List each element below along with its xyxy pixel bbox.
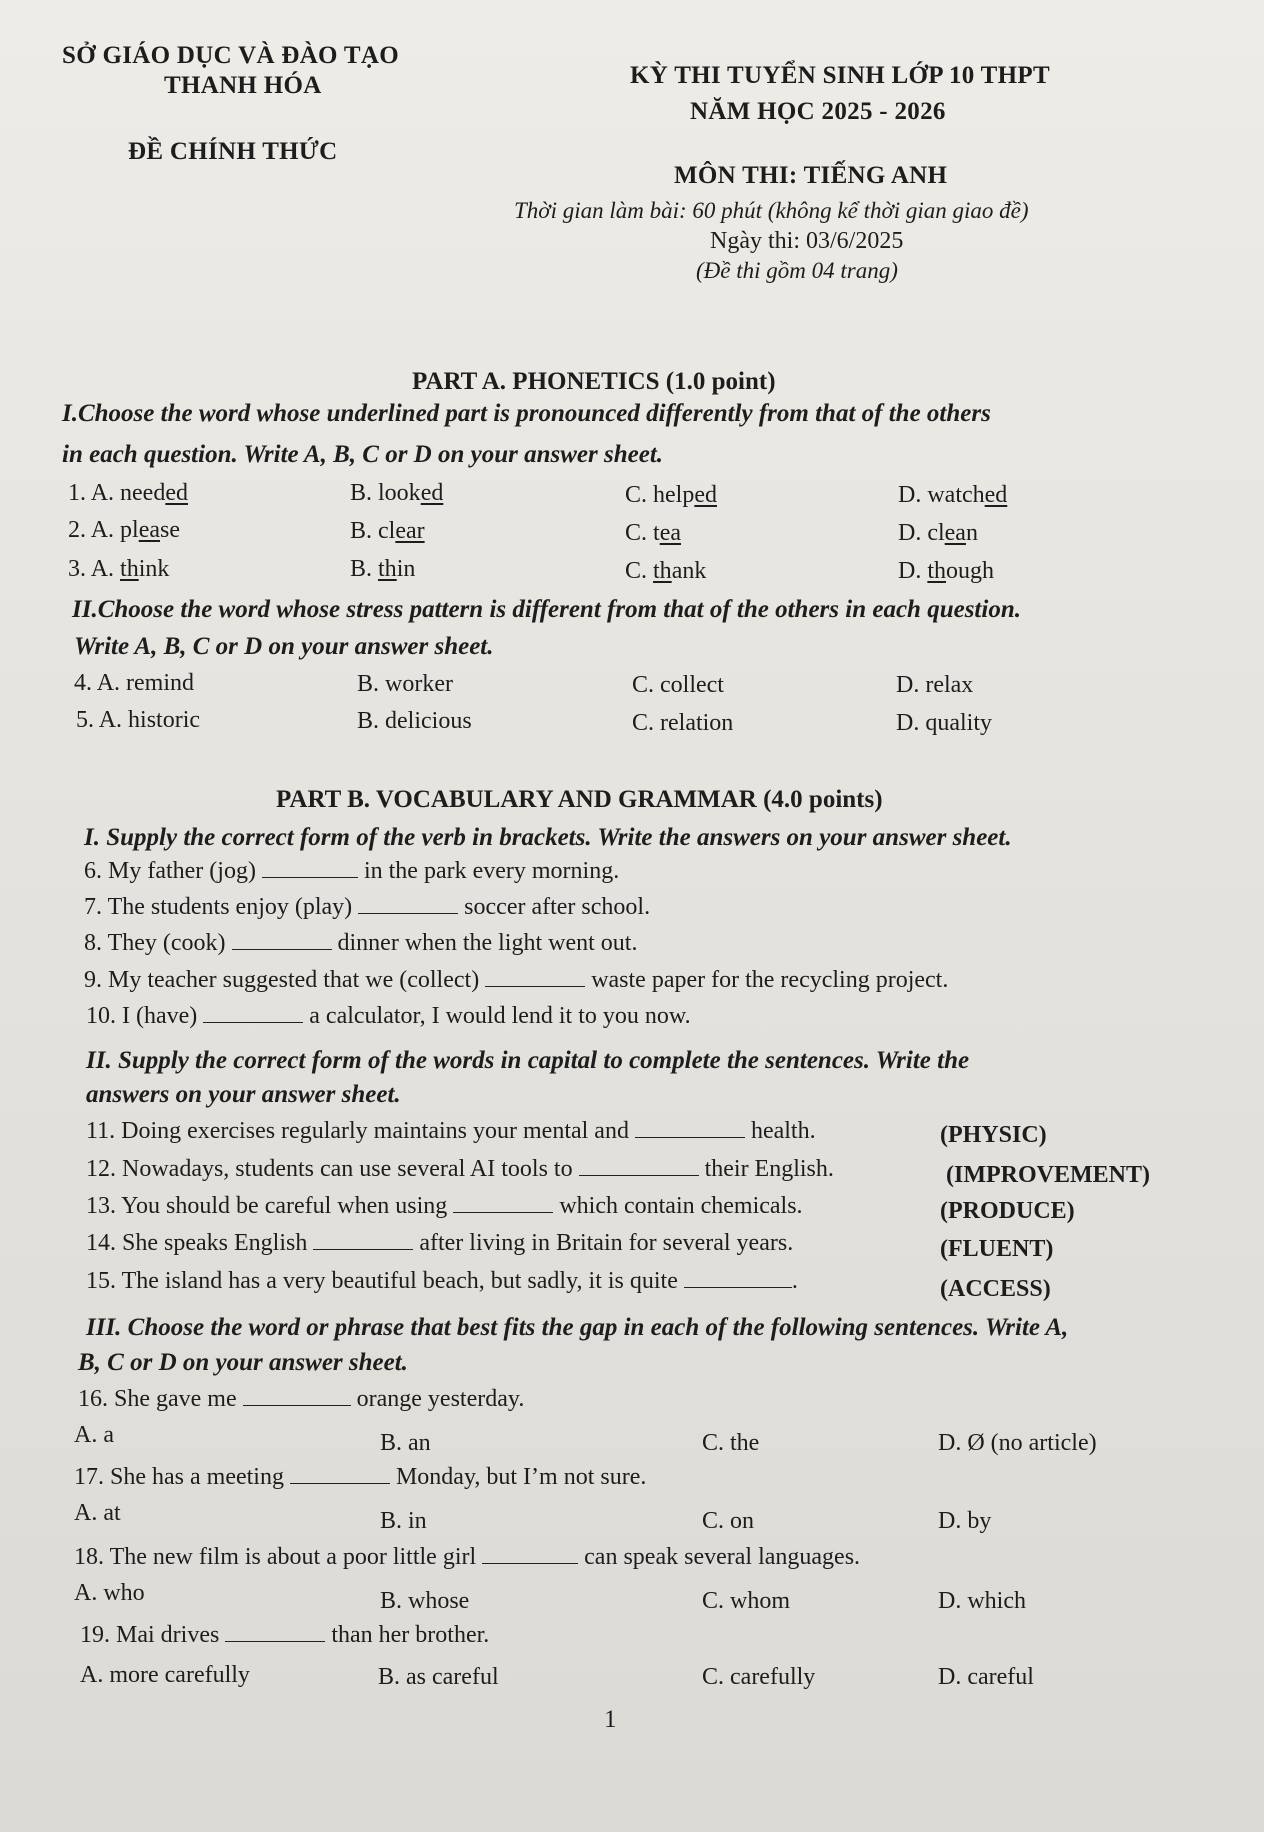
part-a-section2-instruction: II.Choose the word whose stress pattern is different from that of the others in each question. [72,596,1021,623]
question-12: 12. Nowadays, students can use several AI tools to their English. [86,1156,834,1182]
question-11-capital-word: (PHYSIC) [940,1122,1047,1148]
question-10: 10. I (have) a calculator, I would lend it to you now. [86,1003,691,1029]
question-13-capital-word: (PRODUCE) [940,1198,1075,1224]
department-name: SỞ GIÁO DỤC VÀ ĐÀO TẠO [62,42,399,69]
school-year: NĂM HỌC 2025 - 2026 [690,98,946,125]
question-15-capital-word: (ACCESS) [940,1276,1051,1302]
question-15: 15. The island has a very beautiful beach, but sadly, it is quite . [86,1268,798,1294]
part-a-section1-instruction-cont: in each question. Write A, B, C or D on your answer sheet. [62,441,664,468]
question-6: 6. My father (jog) in the park every morning. [84,858,620,884]
question-13: 13. You should be careful when using which contain chemicals. [86,1193,803,1219]
province-name: THANH HÓA [164,72,322,99]
exam-title: KỲ THI TUYỂN SINH LỚP 10 THPT [630,62,1050,89]
subject-line: MÔN THI: TIẾNG ANH [674,162,948,189]
part-a-section2-instruction-cont: Write A, B, C or D on your answer sheet. [74,633,494,660]
exam-page: SỞ GIÁO DỤC VÀ ĐÀO TẠO THANH HÓA ĐỀ CHÍNH THỨC KỲ THI TUYỂN SINH LỚP 10 THPT NĂM HỌC 2025 - 2026 MÔN THI: TIẾNG ANH Thời gian làm bài: 60 phút (không kể thời gian giao đề) Ngày thi: 03/6/2025 (Đề thi gồm 04 trang) PART A. PHONETICS (1.0 point) I.Choose the word whose underlined part is pronounced differently from that of the others in each question. Write A, B, C or D on your answer sheet. 1. A. needed B. looked C. helped D. watched 2. A. please B. clear C. tea D. clean 3. A. think B. thin C. thank D. though II.Choose the word whose stress pattern is different from that of the others in each question. Write A, B, C or D on your answer sheet. 4. A. remind B. worker C. collect D. relax 5. A. historic B. delicious C. relation D. quality PART B. VOCABULARY AND GRAMMAR (4.0 points) I. Supply the correct form of the verb in brackets. Write the answers on your answer sheet. 6. My father (jog) in the park every morning. 7. The students enjoy (play) soccer after school. 8. They (cook) dinner when the light went out. 9. My teacher suggested that we (collect) waste paper for the recycling project. 10. I (have) a calculator, I would lend it to you now. II. Supply the correct form of the words in capital to complete the sentences. Write the answers on your answer sheet. 11. Doing exercises regularly maintains your mental and health. (PHYSIC) 12. Nowadays, students can use several AI tools to their English. (IMPROVEMENT) 13. You should be careful when using which contain chemicals. (PRODUCE) 14. She speaks English after living in Britain for several years. (FLUENT) 15. The island has a very beautiful beach, but sadly, it is quite . (ACCESS) III. Choose the word or phrase that best fits the gap in each of the following sentences. Write A, B, C or D on your answer sheet. 16. She gave me orange yesterday. A. a B. an C. the D. Ø (no article) 17. She has a meeting Monday, but I’m not sure. A. at B. in C. on D. by 18. The new film is about a poor little girl can speak several languages. A. who B. whose C. whom D. which 19. Mai drives than her brother. A. more carefully B. as careful C. carefully D. careful 1 [0,0,1264,1832]
question-11: 11. Doing exercises regularly maintains your mental and health. [86,1118,816,1144]
page-number: 1 [604,1706,617,1733]
question-7: 7. The students enjoy (play) soccer after school. [84,894,651,920]
question-9: 9. My teacher suggested that we (collect) waste paper for the recycling project. [84,967,949,993]
exam-date: Ngày thi: 03/6/2025 [710,228,904,254]
question-12-capital-word: (IMPROVEMENT) [946,1162,1150,1188]
part-b-title: PART B. VOCABULARY AND GRAMMAR (4.0 points) [276,786,883,813]
official-exam-label: ĐỀ CHÍNH THỨC [128,138,338,165]
part-a-title: PART A. PHONETICS (1.0 point) [412,368,776,395]
part-b-section3-instruction: III. Choose the word or phrase that best fits the gap in each of the following sentences. Write A, [86,1314,1069,1341]
page-count-note: (Đề thi gồm 04 trang) [696,258,898,283]
part-b-section3-instruction-cont: B, C or D on your answer sheet. [78,1349,408,1376]
part-b-section1-instruction: I. Supply the correct form of the verb in brackets. Write the answers on your answer sheet. [84,824,1012,851]
question-14-capital-word: (FLUENT) [940,1236,1054,1262]
question-8: 8. They (cook) dinner when the light went out. [84,930,638,956]
time-allowed: Thời gian làm bài: 60 phút (không kể thời gian giao đề) [514,198,1029,223]
question-14: 14. She speaks English after living in Britain for several years. [86,1230,794,1256]
part-b-section2-instruction: II. Supply the correct form of the words in capital to complete the sentences. Write the [86,1047,970,1074]
part-a-section1-instruction: I.Choose the word whose underlined part is pronounced differently from that of the others [62,400,991,427]
part-b-section2-instruction-cont: answers on your answer sheet. [86,1081,401,1108]
